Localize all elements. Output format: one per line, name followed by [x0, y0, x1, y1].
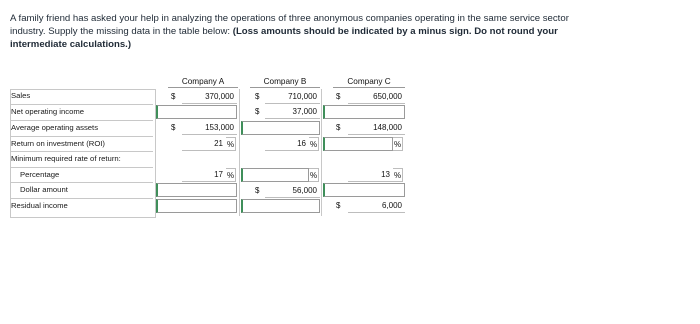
dollar-sign: $: [255, 92, 260, 101]
percent-sign: %: [393, 168, 403, 182]
column-divider: [239, 89, 240, 216]
row-label-average-operating-assets: Average operating assets: [11, 120, 153, 135]
dollar-sign: $: [336, 92, 341, 101]
row-label-dollar-amount: Dollar amount: [11, 182, 153, 197]
company-a-noi-input[interactable]: [156, 105, 237, 119]
instructions-line2: industry. Supply the missing data in the table below:: [10, 26, 231, 37]
company-b-dollar-amount: 56,000: [265, 184, 320, 198]
company-c-roi-input[interactable]: [323, 137, 393, 151]
company-b-roi: 16: [265, 137, 309, 151]
percent-sign: %: [309, 137, 319, 151]
instructions-line1: A family friend has asked your help in analyzing the operations of three anonymous companies operating in the same service sector: [10, 13, 569, 24]
instructions-bold-2: intermediate calculations.): [10, 39, 132, 50]
company-a-roi: 21: [182, 137, 226, 151]
header-company-c: Company C: [333, 76, 405, 88]
dollar-sign: $: [336, 201, 341, 210]
dollar-sign: $: [336, 123, 341, 132]
company-c-noi-input[interactable]: [323, 105, 405, 119]
percent-sign: %: [393, 137, 403, 151]
company-c-min-pct: 13: [348, 168, 393, 182]
row-label-min-required: Minimum required rate of return:: [11, 151, 153, 166]
percent-sign: %: [226, 168, 236, 182]
company-a-dollar-input[interactable]: [156, 183, 237, 197]
header-company-b: Company B: [250, 76, 320, 88]
dollar-sign: $: [171, 92, 176, 101]
company-c-dollar-input[interactable]: [323, 183, 405, 197]
company-a-sales: 370,000: [182, 90, 237, 104]
row-label-net-operating-income: Net operating income: [11, 104, 153, 119]
company-b-noi: 37,000: [265, 105, 320, 119]
row-label-roi: Return on investment (ROI): [11, 136, 153, 151]
row-label-sales: Sales: [11, 91, 31, 100]
dollar-sign: $: [171, 123, 176, 132]
company-b-pct-input[interactable]: [241, 168, 309, 182]
dollar-sign: $: [255, 107, 260, 116]
company-a-min-pct: 17: [182, 168, 226, 182]
percent-sign: %: [309, 168, 319, 182]
company-b-assets-input[interactable]: [241, 121, 320, 135]
company-a-assets: 153,000: [182, 121, 237, 135]
company-c-assets: 148,000: [348, 121, 405, 135]
row-label-residual-income: Residual income: [11, 198, 153, 213]
company-c-residual: 6,000: [348, 199, 405, 213]
column-divider: [321, 89, 322, 216]
company-b-residual-input[interactable]: [241, 199, 320, 213]
percent-sign: %: [226, 137, 236, 151]
header-company-a: Company A: [168, 76, 238, 88]
instructions-bold-1: (Loss amounts should be indicated by a minus sign. Do not round your: [232, 26, 558, 37]
company-a-residual-input[interactable]: [156, 199, 237, 213]
company-c-sales: 650,000: [348, 90, 405, 104]
row-label-percentage: Percentage: [11, 167, 153, 182]
company-b-sales: 710,000: [265, 90, 320, 104]
dollar-sign: $: [255, 186, 260, 195]
